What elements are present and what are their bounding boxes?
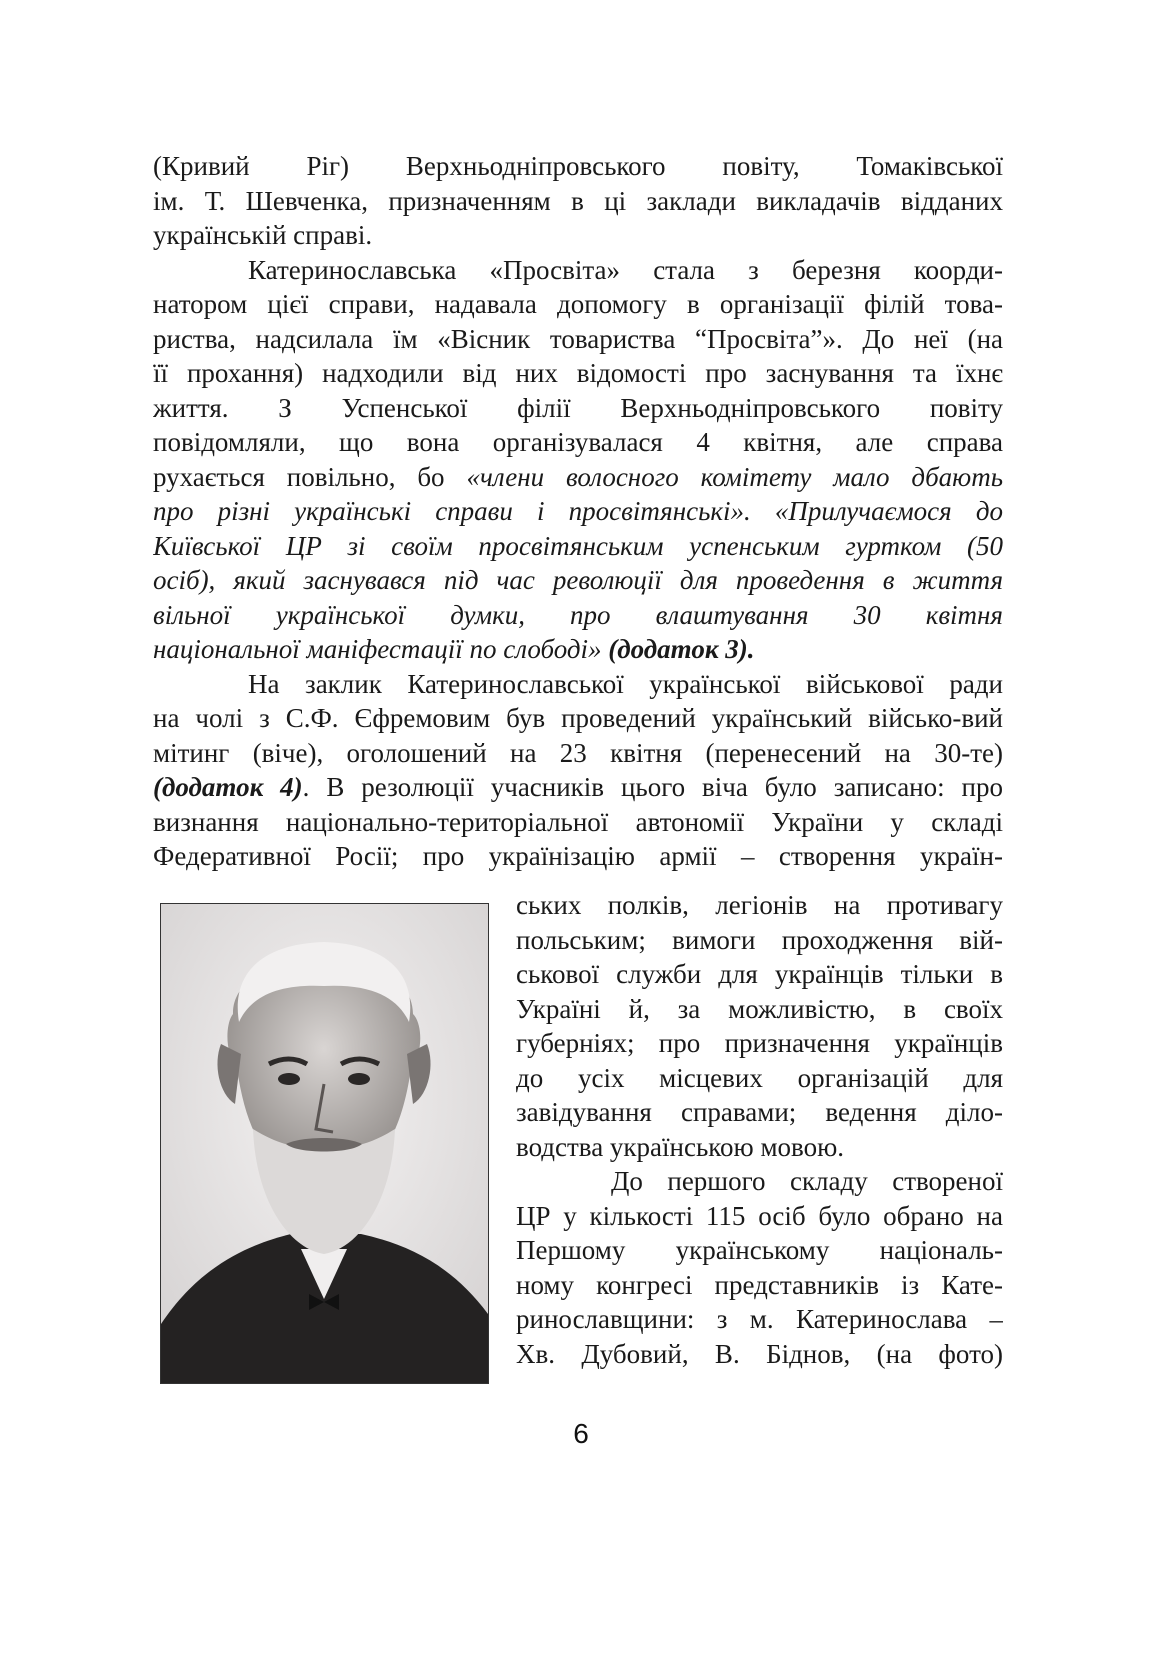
- text-line: українській справі.: [153, 220, 373, 250]
- text-line: повідомляли, що вона організувалася 4 квітня, але справа: [153, 427, 1003, 457]
- text-line: Хв. Дубовий, В. Біднов, (на фото): [516, 1338, 1003, 1369]
- text-line: губерніях; про призначення українців: [516, 1028, 1003, 1058]
- text-line: ЦР у кількості 115 осіб було обрано на: [516, 1200, 1003, 1231]
- text-line: ськової служби для українців тільки в: [516, 959, 1003, 989]
- portrait-image: [161, 904, 488, 1383]
- text-line: до усіх місцевих організацій для: [516, 1062, 1003, 1093]
- text-line: польським; вимоги проходження вій-: [516, 924, 1003, 955]
- appendix-ref: (додаток 4): [153, 772, 303, 802]
- text-line: Україні й, за можливістю, в своїх: [516, 993, 1003, 1024]
- text-line: ринославщини: з м. Катеринослава –: [516, 1304, 1003, 1334]
- text-line: її прохання) надходили від них відомості про заснування та їхнє: [153, 358, 1003, 388]
- text-line: (Кривий Ріг) Верхньодніпровського повіту, Томаківської: [153, 151, 1003, 181]
- body-text-top: [153, 149, 1003, 874]
- quote-line: [153, 529, 1003, 564]
- quote-text: національної маніфестації по слободі»: [153, 634, 609, 664]
- quote-text: про різні українські справи і просвітянські». «Прилучаємося до: [153, 496, 1003, 526]
- text-line: риства, надсилала їм «Вісник товариства “Просвіта”». До неї (на: [153, 323, 1003, 354]
- quote-text: «члени волосного комітету мало дбають: [466, 461, 1003, 492]
- text-line: на чолі з С.Ф. Єфремовим був проведений український військо-вий: [153, 703, 1003, 733]
- portrait-photo: [160, 903, 489, 1384]
- text-run: . В резолюції учасників цього віча було записано: про: [302, 772, 1003, 802]
- text-line: мітинг (віче), оголошений на 23 квітня (перенесений на 30-те): [153, 737, 1003, 768]
- text-line: [153, 460, 1003, 495]
- page-number: 6: [573, 1418, 589, 1449]
- text-line: водства українською мовою.: [516, 1131, 845, 1162]
- text-line: натором цієї справи, надавала допомогу в організації філій това-: [153, 289, 1003, 319]
- text-line: життя. З Успенської філії Верхньодніпровського повіту: [153, 392, 1003, 423]
- quote-line: [153, 632, 1003, 667]
- quote-line: [153, 563, 1003, 598]
- text-line: ім. Т. Шевченка, призначенням в ці заклади викладачів відданих: [153, 185, 1003, 216]
- quote-text: Київської ЦР зі своїм просвітянським успенським гуртком (50: [153, 530, 1003, 561]
- text-line: На заклик Катеринославської української військової ради: [248, 668, 1003, 699]
- text-line: завідування справами; ведення діло-: [516, 1097, 1003, 1127]
- appendix-ref: (додаток 3).: [608, 634, 755, 664]
- quote-line: [153, 598, 1003, 633]
- text-line: До першого складу створеної: [611, 1166, 1003, 1196]
- quote-text: вільної української думки, про влаштування 30 квітня: [153, 599, 1003, 630]
- text-line: визнання національно-територіальної автономії України у складі: [153, 806, 1003, 837]
- text-run: рухається повільно, бо: [153, 461, 467, 492]
- body-text-wrapped: [516, 888, 1003, 1371]
- text-line: Першому українському національ-: [516, 1235, 1003, 1265]
- text-line: ських полків, легіонів на противагу: [516, 890, 1003, 920]
- text-line: [153, 770, 1003, 805]
- quote-text: осіб), який заснувався під час революції для проведення в життя: [153, 565, 1003, 595]
- quote-line: [153, 494, 1003, 529]
- text-line: Катеринославська «Просвіта» стала з березня коорди-: [248, 254, 1003, 285]
- text-line: Федеративної Росії; про українізацію армії – створення україн-: [153, 841, 1003, 871]
- text-line: ному конгресі представників із Кате-: [516, 1269, 1003, 1300]
